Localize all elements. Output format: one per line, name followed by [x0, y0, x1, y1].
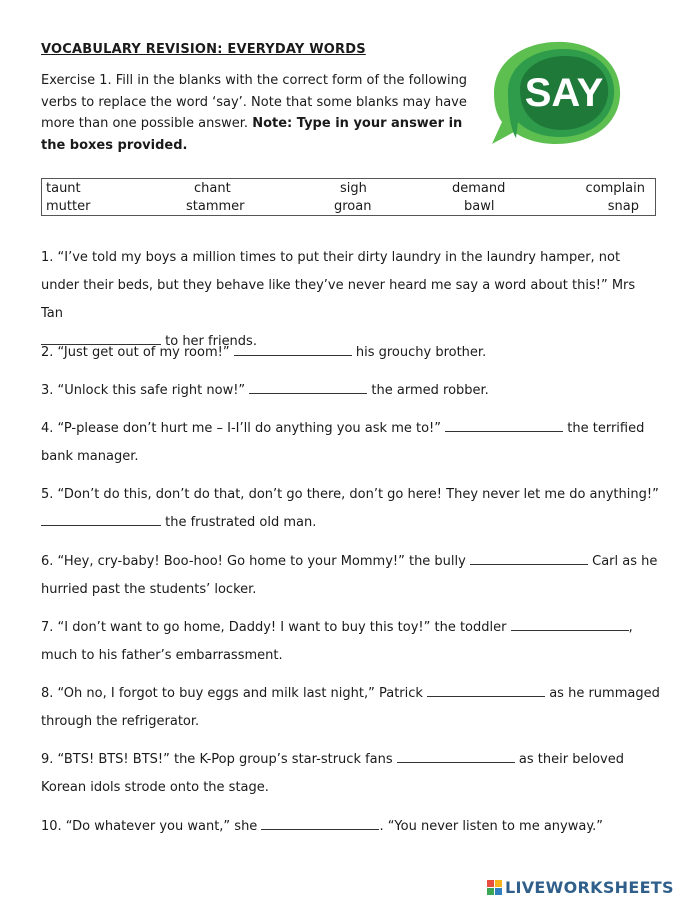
word-demand: demand [452, 181, 506, 196]
question-5-text-end: the frustrated old man. [161, 515, 317, 530]
word-taunt: taunt [46, 181, 81, 196]
answer-blank-8[interactable] [427, 683, 545, 697]
liveworksheets-icon [487, 880, 503, 895]
question-4 [41, 415, 661, 471]
question-8-text: 8. “Oh no, I forgot to buy eggs and milk last night,” Patrick [41, 686, 428, 701]
say-speech-bubble-logo [486, 38, 626, 148]
question-3 [41, 377, 661, 405]
word-stammer: stammer [186, 199, 245, 214]
word-sigh: sigh [340, 181, 367, 196]
question-5-text: 5. “Don’t do this, don’t do that, don’t go there, don’t go here! They never let me do anything!” [41, 487, 659, 502]
question-4-text: 4. “P-please don’t hurt me – I-I’ll do anything you ask me to!” [41, 421, 446, 436]
question-1-text: 1. “I’ve told my boys a million times to put their dirty laundry in the laundry hamper, not under their beds, but they behave like they’ve never heard me say a word about this!” Mrs Tan [41, 250, 636, 321]
question-1-text-end: to her friends. [161, 334, 257, 349]
answer-blank-9[interactable] [397, 749, 515, 763]
word-bank [41, 178, 656, 216]
word-bank-row-2 [46, 199, 645, 217]
question-8 [41, 680, 661, 736]
word-groan: groan [334, 199, 372, 214]
question-6-text: 6. “Hey, cry-baby! Boo-hoo! Go home to your Mommy!” the bully [41, 554, 470, 569]
answer-blank-2[interactable] [234, 342, 352, 356]
word-bawl: bawl [464, 199, 495, 214]
word-bank-row-1 [46, 181, 645, 199]
answer-blank-6[interactable] [470, 551, 588, 565]
question-10-text: 10. “Do whatever you want,” she [41, 819, 262, 834]
instructions [41, 70, 471, 156]
question-2 [41, 339, 661, 367]
word-chant: chant [194, 181, 231, 196]
question-9 [41, 746, 661, 802]
question-3-text-end: the armed robber. [367, 383, 489, 398]
word-complain: complain [585, 181, 645, 196]
question-10-text-end: . “You never listen to me anyway.” [379, 819, 604, 834]
question-4-text-end: the terrified bank manager. [41, 421, 645, 464]
worksheet-title: VOCABULARY REVISION: EVERYDAY WORDS [41, 42, 366, 57]
question-10 [41, 813, 661, 841]
answer-blank-10[interactable] [261, 816, 379, 830]
instructions-text: Exercise 1. Fill in the blanks with the correct form of the following verbs to replace the word ‘say’. Note that some blanks may have more than one possible answer. [41, 73, 468, 131]
answer-blank-3[interactable] [249, 380, 367, 394]
word-snap: snap [607, 199, 639, 214]
question-7-text: 7. “I don’t want to go home, Daddy! I want to buy this toy!” the toddler [41, 620, 511, 635]
question-7-text-end: , much to his father’s embarrassment. [41, 620, 633, 663]
instructions-note: Note: Type in your answer in the boxes provided. [41, 116, 463, 153]
question-8-text-end: as he rummaged through the refrigerator. [41, 686, 660, 729]
logo-text: SAY [524, 71, 604, 115]
answer-blank-7[interactable] [511, 617, 629, 631]
liveworksheets-footer[interactable] [487, 878, 674, 897]
question-5 [41, 481, 661, 537]
footer-brand: LIVEWORKSHEETS [505, 878, 674, 897]
question-2-text: 2. “Just get out of my room!” [41, 345, 234, 360]
answer-blank-4[interactable] [445, 418, 563, 432]
question-6 [41, 548, 661, 604]
question-9-text: 9. “BTS! BTS! BTS!” the K-Pop group’s star-struck fans [41, 752, 397, 767]
question-3-text: 3. “Unlock this safe right now!” [41, 383, 250, 398]
answer-blank-5[interactable] [41, 512, 161, 526]
question-2-text-end: his grouchy brother. [351, 345, 487, 360]
question-6-text-end: Carl as he hurried past the students’ locker. [41, 554, 658, 597]
question-9-text-end: as their beloved Korean idols strode onto the stage. [41, 752, 624, 795]
question-7 [41, 614, 661, 670]
word-mutter: mutter [46, 199, 91, 214]
